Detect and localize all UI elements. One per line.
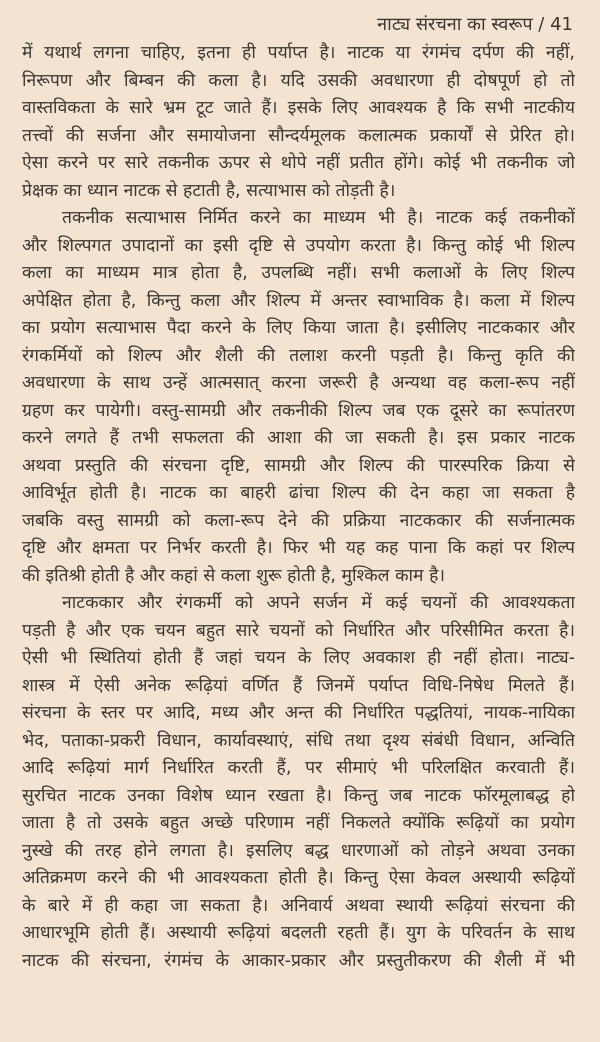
text-line: आदि रूढ़ियां मार्ग निर्धारित करती हैं, पर सीमाएं भी परिलक्षित करवाती हैं। [22, 758, 575, 778]
paragraph [22, 590, 575, 975]
text-line: भेद, पताका-प्रकरी विधान, कार्यावस्थाएं, संधि तथा दृश्य संबंधी विधान, अन्विति [22, 730, 575, 751]
text-line: कला का माध्यम मात्र होता है, उपलब्धि नहीं। सभी कलाओं के लिए शिल्प [22, 263, 575, 283]
text-line: नाटक की संरचना, रंगमंच के आकार-प्रकार और प्रस्तुतीकरण की शैली में भी [22, 950, 575, 971]
text-line: तकनीक सत्याभास निर्मित करने का माध्यम भी है। नाटक कई तकनीकों [62, 208, 575, 228]
text-line: रंगकर्मियों को शिल्प और शैली की तलाश करनी पड़ती है। किन्तु कृति की [22, 345, 575, 366]
text-line: पड़ती है और एक चयन बहुत सारे चयनों को निर्धारित और परिसीमित करता है। [22, 620, 575, 641]
text-line: नुस्खे की तरह होने लगता है। इसलिए बद्ध धारणाओं को तोड़ने अथवा उनका [22, 840, 575, 861]
text-line: अवधारणा के साथ उन्हें आत्मसात् करना जरूरी है अन्यथा वह कला-रूप नहीं [22, 373, 575, 393]
text-line: जाता है तो उसके बहुत अच्छे परिणाम नहीं निकलते क्योंकि रूढ़ियों का प्रयोग [22, 813, 575, 833]
text-line: तत्त्वों की सर्जना और समायोजना सौन्दर्यमूलक कलात्मक प्रकार्यों से प्रेरित हो। [22, 125, 575, 146]
running-header: नाट्य संरचना का स्वरूप / 41 [377, 14, 573, 35]
text-line: जबकि वस्तु सामग्री को कला-रूप देने की प्रक्रिया नाटककार की सर्जनात्मक [22, 510, 575, 531]
paragraph [22, 205, 575, 590]
text-line: वास्तविकता के सारे भ्रम टूट जाते हैं। इसके लिए आवश्यक है कि सभी नाटकीय [22, 98, 575, 118]
text-line: सुरचित नाटक उनका विशेष ध्यान रखता है। किन्तु जब नाटक फॉरमूलाबद्ध हो [22, 785, 575, 806]
text-line: अपेक्षित होता है, किन्तु कला और शिल्प में अन्तर स्वाभाविक है। कला में शिल्प [22, 290, 575, 311]
text-line: नाटककार और रंगकर्मी को अपने सर्जन में कई चयनों की आवश्यकता [62, 593, 575, 613]
paragraph [22, 40, 575, 205]
text-line: दृष्टि और क्षमता पर निर्भर करती है। फिर भी यह कह पाना कि कहां पर शिल्प [22, 538, 575, 558]
text-line: का प्रयोग सत्याभास पैदा करने के लिए किया जाता है। इसीलिए नाटककार और [22, 318, 575, 338]
page-body-text [22, 40, 575, 975]
text-line: और शिल्पगत उपादानों का इसी दृष्टि से उपयोग करता है। किन्तु कोई भी शिल्प [22, 235, 575, 256]
text-line: ऐसी भी स्थितियां होती हैं जहां चयन के लिए अवकाश ही नहीं होता। नाट्य- [22, 648, 575, 668]
text-line: आधारभूमि होती हैं। अस्थायी रूढ़ियां बदलती रहती हैं। युग के परिवर्तन के साथ [22, 923, 575, 943]
text-line: अतिक्रमण करने की भी आवश्यकता होती है। किन्तु ऐसा केवल अस्थायी रूढ़ियों [22, 868, 575, 888]
text-line: अथवा प्रस्तुति की संरचना दृष्टि, सामग्री और शिल्प की पारस्परिक क्रिया से [22, 455, 575, 476]
text-line: ग्रहण कर पायेगी। वस्तु-सामग्री और तकनीकी शिल्प जब एक दूसरे का रूपांतरण [22, 400, 575, 421]
text-line: करने लगते हैं तभी सफलता की आशा की जा सकती है। इस प्रकार नाटक [22, 428, 575, 448]
text-line: आविर्भूत होती है। नाटक का बाहरी ढांचा शिल्प की देन कहा जा सकता है [22, 483, 575, 503]
text-line: निरूपण और बिम्बन की कला है। यदि उसकी अवधारणा ही दोषपूर्ण हो तो [22, 70, 575, 91]
text-line: शास्त्र में ऐसी अनेक रूढ़ियां वर्णित हैं जिनमें पर्याप्त विधि-निषेध मिलते हैं। [22, 675, 575, 696]
text-line: के बारे में ही कहा जा सकता है। अनिवार्य अथवा स्थायी रूढ़ियां संरचना की [22, 895, 575, 916]
text-line: प्रेक्षक का ध्यान नाटक से हटाती है, सत्याभास को तोड़ती है। [22, 180, 396, 201]
text-line: में यथार्थ लगना चाहिए, इतना ही पर्याप्त है। नाटक या रंगमंच दर्पण की नहीं, [22, 43, 575, 63]
text-line: संरचना के स्तर पर आदि, मध्य और अन्त की निर्धारित पद्धतियां, नायक-नायिका [22, 703, 575, 723]
text-line: की इतिश्री होती है और कहां से कला शुरू होती है, मुश्किल काम है। [22, 565, 445, 586]
text-line: ऐसा करने पर सारे तकनीक ऊपर से थोपे नहीं प्रतीत होंगे। कोई भी तकनीक जो [22, 153, 575, 173]
